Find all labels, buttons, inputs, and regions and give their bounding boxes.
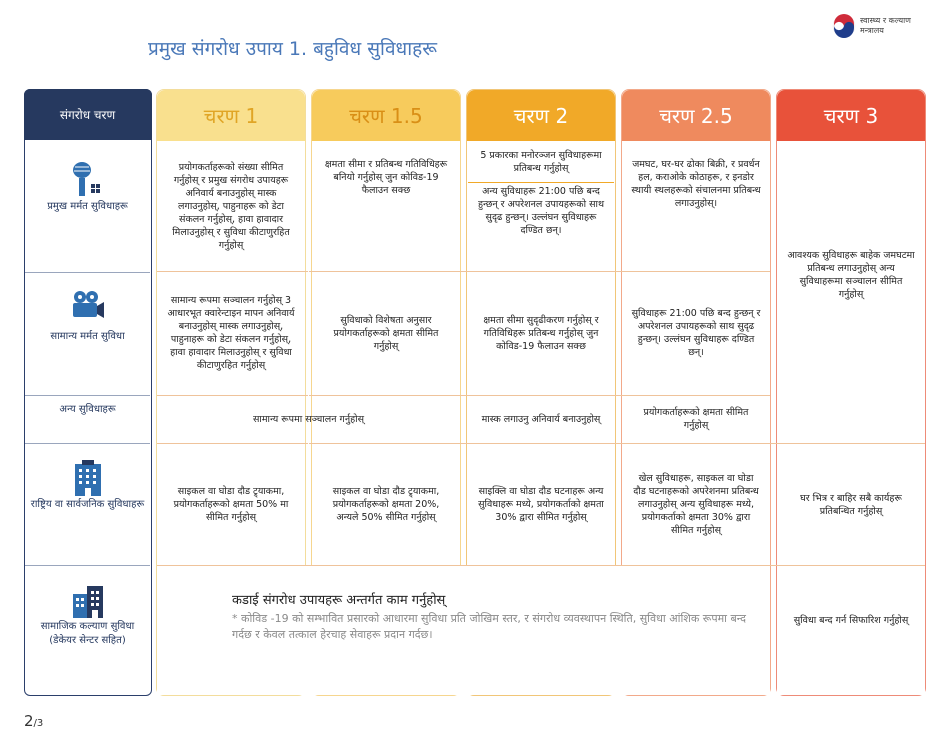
page-number <box>24 712 43 730</box>
row-label-general-facilities: सामान्य मर्मत सुविधा <box>50 331 125 342</box>
stage-1-5-header: चरण 1.5 <box>312 90 460 141</box>
row-label-other-facilities: अन्य सुविधाहरू <box>59 404 116 415</box>
stage-2-5-header: चरण 2.5 <box>622 90 770 141</box>
strict-quarantine-text: कडाई संगरोध उपायहरू अन्तर्गत काम गर्नुहोस् <box>232 593 446 608</box>
grid-subdivider <box>468 182 614 183</box>
building-icon <box>71 460 105 496</box>
cell-r2-stage15: सुविधाको विशेषता अनुसार प्रयोगकर्ताहरूको क्षमता सीमित गर्नुहोस् <box>333 314 439 352</box>
page-title: प्रमुख संगरोध उपाय 1. बहुविध सुविधाहरू <box>148 38 437 60</box>
logo-text-line2: मन्त्रालय <box>860 26 884 35</box>
page-current: 2 <box>24 712 34 730</box>
cell-r3-stage1-15: सामान्य रूपमा सञ्चालन गर्नुहोस् <box>252 413 365 425</box>
video-camera-icon <box>71 290 105 320</box>
row-divider <box>25 565 150 566</box>
cell-r1-stage25: जमघट, घर-घर ढोका बिक्री, र प्रवर्धन हल, कराओके कोठाहरू, र इनडोर स्थायी स्थलहरूको संचालनमा प्रतिबन्ध लगाउनुहोस्। <box>631 159 761 209</box>
ministry-logo <box>832 14 942 44</box>
cell-r5-stage3: सुविधा बन्द गर्न सिफारिश गर्नुहोस् <box>793 614 909 626</box>
stage-2-header: चरण 2 <box>467 90 615 141</box>
cell-r1-stage2a: 5 प्रकारका मनोरञ्जन सुविधाहरूमा प्रतिबन्ध गर्नुहोस् <box>480 150 602 174</box>
row-divider <box>25 395 150 396</box>
row-divider <box>25 443 150 444</box>
cell-r1-stage2b: अन्य सुविधाहरू 21:00 पछि बन्द हुन्छन् र अपरेशनल उपायहरूको साथ सुदृढ हुन्छन्। उल्लंघन सुविधाहरू दण्डित छन्। <box>477 186 605 236</box>
microphone-icon <box>71 162 105 198</box>
left-column <box>24 89 152 696</box>
logo-text-line1: स्वास्थ्य र कल्याण <box>860 16 911 25</box>
cell-r4-stage15: साइकल वा घोडा दौड ट्र्याकमा, प्रयोगकर्ताहरूको क्षमता 20%, अन्यले 50% सीमित गर्नुहोस् <box>332 486 440 523</box>
stage-1-header: चरण 1 <box>157 90 305 141</box>
footnote-text: * कोविड -19 को सम्भावित प्रसारको आधारमा सुविधा प्रति जोखिम स्तर, र संगरोध व्यवस्थापन स्थिति, सुविधा आंशिक रूपमा बन्द गर्दछ र केवल तत्काल हेरचाह सेवाहरू प्रदान गर्दछ। <box>232 612 747 641</box>
row-label-major-facilities: प्रमुख मर्मत सुविधाहरू <box>47 201 128 212</box>
cell-r4-stage3: घर भित्र र बाहिर सबै कार्यहरू प्रतिबन्धित गर्नुहोस् <box>800 492 902 517</box>
cell-r2-stage1: सामान्य रूपमा सञ्चालन गर्नुहोस् 3 आधारभूत क्वारेन्टाइन मापन अनिवार्य बनाउनुहोस् मास्क लगाउनुहोस्, पाहुनाहरू को डेटा संकलन गर्नुहोस्, हावा हावादार मिलाउनुहोस् र सुविधा कीटाणुरहित गर्नुहोस् <box>167 295 295 371</box>
grid-divider <box>157 395 770 396</box>
welfare-building-icon <box>71 584 105 618</box>
page-total: /3 <box>33 718 44 729</box>
cell-r2-stage2: क्षमता सीमा सुदृढीकरण गर्नुहोस् र गतिविधिहरू प्रतिबन्ध गर्नुहोस् जुन कोविड-19 फैलाउन सक्छ <box>483 314 599 352</box>
grid-divider <box>157 443 925 444</box>
cell-r4-stage25: खेल सुविधाहरू, साइकल वा घोडा दौड घटनाहरूको अपरेशनमा प्रतिबन्ध लगाउनुहोस् अन्य सुविधाहरू मध्ये, प्रयोगकर्ताको क्षमता 30% द्वारा सीमित गर्नुहोस् <box>633 473 759 536</box>
cell-r1-stage15: क्षमता सीमा र प्रतिबन्ध गतिविधिहरू बनियो गर्नुहोस् जुन कोविड-19 फैलाउन सक्छ <box>324 158 448 196</box>
cell-r3-stage2: मास्क लगाउनु अनिवार्य बनाउनुहोस् <box>481 413 601 425</box>
stage-3-header: चरण 3 <box>777 90 925 141</box>
grid-separator <box>308 141 309 565</box>
row-divider <box>25 272 150 273</box>
cell-r2-stage25: सुविधाहरू 21:00 पछि बन्द हुन्छन् र अपरेशनल उपायहरूको साथ सुदृढ हुन्छन्। उल्लंघन सुविधाहरू दण्डित छन्। <box>631 308 761 358</box>
left-header: संगरोध चरण <box>24 89 152 140</box>
row-label-social-welfare-facilities: सामाजिक कल्याण सुविधा (डेकेयर सेन्टर सहित) <box>40 621 135 646</box>
cell-r12-stage3: आवश्यक सुविधाहरू बाहेक जमघटमा प्रतिबन्ध लगाउनुहोस् अन्य सुविधाहरूमा सञ्चालन सीमित गर्नुहोस् <box>787 250 915 300</box>
cell-r4-stage2: साइक्लि वा घोडा दौड घटनाहरू अन्य सुविधाहरू मध्ये, प्रयोगकर्ताको क्षमता 30% द्वारा सीमित गर्नुहोस् <box>478 486 604 523</box>
grid-divider <box>157 565 925 566</box>
cell-r3-stage25: प्रयोगकर्ताहरूको क्षमता सीमित गर्नुहोस् <box>643 407 749 431</box>
grid-divider <box>157 271 770 272</box>
cell-r4-stage1: साइकल वा घोडा दौड ट्र्याकमा, प्रयोगकर्ताहरूको क्षमता 50% मा सीमित गर्नुहोस् <box>173 486 289 523</box>
cell-r1-stage1: प्रयोगकर्ताहरूको संख्या सीमित गर्नुहोस् र प्रमुख संगरोध उपायहरू अनिवार्य बनाउनुहोस् मास्क लगाउनुहोस्, पाहुनाहरू को डेटा संकलन गर्नुहोस्, हावा हावादार मिलाउनुहोस् र सुविधा कीटाणुरहित गर्नुहोस् <box>172 161 290 251</box>
row-label-national-public-facilities: राष्ट्रिय वा सार्वजनिक सुविधाहरू <box>30 499 145 510</box>
taegeuk-icon <box>832 14 856 38</box>
